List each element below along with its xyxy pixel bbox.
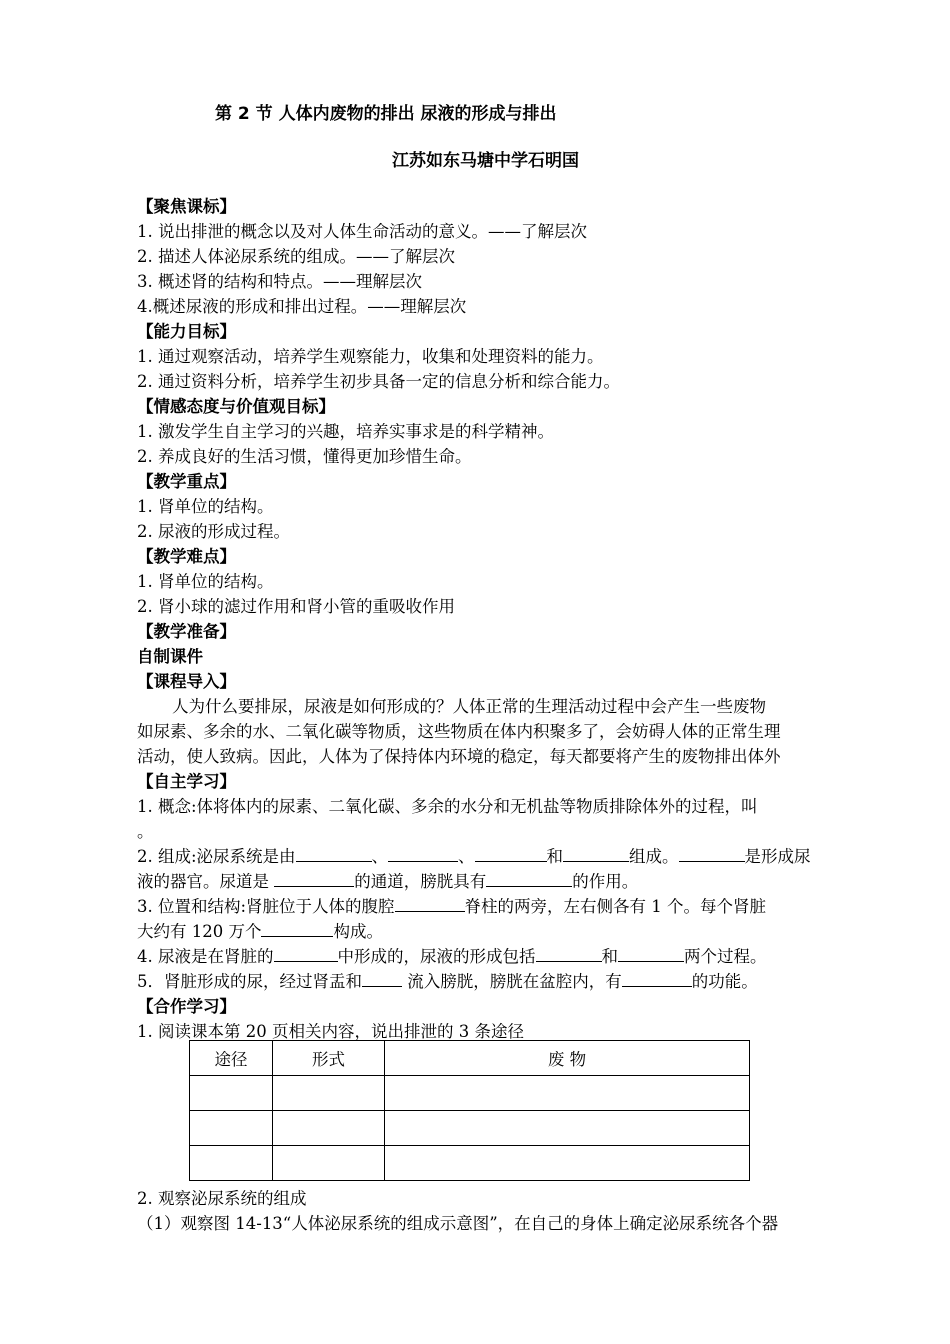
table-cell[interactable] <box>385 1146 750 1181</box>
q4-text-4: 两个过程。 <box>684 947 767 966</box>
emotion-item-2: 2. 养成良好的生活习惯，懂得更加珍惜生命。 <box>137 447 472 466</box>
focus-item-4: 4.概述尿液的形成和排出过程。——理解层次 <box>137 297 467 316</box>
prep-text: 自制课件 <box>137 647 203 666</box>
q2-text-1: 2. 组成:泌尿系统是由 <box>137 847 296 866</box>
answer-blank[interactable] <box>679 844 745 862</box>
answer-blank[interactable] <box>622 969 692 987</box>
q5-text-2: 流入膀胱，膀胱在盆腔内，有 <box>407 972 622 991</box>
q2b-text-2: 的通道，膀胱具有 <box>354 872 487 891</box>
ability-item-2: 2. 通过资料分析，培养学生初步具备一定的信息分析和综合能力。 <box>137 372 620 391</box>
answer-blank[interactable] <box>261 919 333 937</box>
heading-emotion: 【情感态度与价值观目标】 <box>137 397 335 416</box>
self-q1-line2: 。 <box>137 822 154 841</box>
q2-text-5: 组成。 <box>629 847 679 866</box>
emotion-item-1: 1. 激发学生自主学习的兴趣，培养实事求是的科学精神。 <box>137 422 554 441</box>
page-title: 第 2 节 人体内废物的排出 尿液的形成与排出 <box>215 104 557 124</box>
q2-text-6: 是形成尿 <box>744 847 811 866</box>
table-header-cell: 废 物 <box>385 1041 750 1076</box>
answer-blank[interactable] <box>296 844 372 862</box>
answer-blank[interactable] <box>362 969 402 987</box>
table-row <box>190 1076 750 1111</box>
table-row <box>190 1146 750 1181</box>
heading-coop: 【合作学习】 <box>137 997 236 1016</box>
focus-item-2: 2. 描述人体泌尿系统的组成。——了解层次 <box>137 247 455 266</box>
table-header-row <box>190 1041 750 1076</box>
self-q3-line2 <box>137 919 383 944</box>
table-cell[interactable] <box>190 1146 273 1181</box>
answer-blank[interactable] <box>395 894 465 912</box>
heading-intro: 【课程导入】 <box>137 672 236 691</box>
coop-q1: 1. 阅读课本第 20 页相关内容，说出排泄的 3 条途径 <box>137 1022 524 1041</box>
difficulty-item-2: 2. 肾小球的滤过作用和肾小管的重吸收作用 <box>137 597 455 616</box>
q3b-text-2: 构成。 <box>333 922 383 941</box>
self-q1-line1: 1. 概念:体将体内的尿素、二氧化碳、多余的水分和无机盐等物质排除体外的过程，叫 <box>137 797 758 816</box>
intro-line-3: 活动，使人致病。因此，人体为了保持体内环境的稳定，每天都要将产生的废物排出体外 <box>137 747 781 766</box>
ability-item-1: 1. 通过观察活动，培养学生观察能力，收集和处理资料的能力。 <box>137 347 604 366</box>
q2-text-4: 和 <box>546 847 564 866</box>
answer-blank[interactable] <box>274 944 338 962</box>
answer-blank[interactable] <box>536 944 602 962</box>
q3-text-1: 3. 位置和结构:肾脏位于人体的腹腔 <box>137 897 395 916</box>
keypoint-item-1: 1. 肾单位的结构。 <box>137 497 274 516</box>
difficulty-item-1: 1. 肾单位的结构。 <box>137 572 274 591</box>
q2-text-2: 、 <box>371 847 389 866</box>
focus-item-3: 3. 概述肾的结构和特点。——理解层次 <box>137 272 422 291</box>
q5-text-1: 5．肾脏形成的尿，经过肾盂和 <box>137 972 362 991</box>
heading-self: 【自主学习】 <box>137 772 236 791</box>
answer-blank[interactable] <box>475 844 547 862</box>
heading-keypoints: 【教学重点】 <box>137 472 236 491</box>
q5-text-3: 的功能。 <box>691 972 758 991</box>
q4-text-2: 中形成的，尿液的形成包括 <box>337 947 536 966</box>
answer-blank[interactable] <box>274 869 354 887</box>
keypoint-item-2: 2. 尿液的形成过程。 <box>137 522 290 541</box>
table-cell[interactable] <box>273 1076 385 1111</box>
q3-text-2: 脊柱的两旁，左右侧各有 1 个。每个肾脏 <box>464 897 767 916</box>
coop-q2: 2. 观察泌尿系统的组成 <box>137 1189 307 1208</box>
answer-blank[interactable] <box>563 844 629 862</box>
heading-ability: 【能力目标】 <box>137 322 236 341</box>
author-line: 江苏如东马塘中学石明国 <box>392 151 579 171</box>
self-q2-line1 <box>137 844 811 869</box>
self-q3-line1 <box>137 894 766 919</box>
answer-blank[interactable] <box>618 944 684 962</box>
answer-blank[interactable] <box>388 844 458 862</box>
heading-prep: 【教学准备】 <box>137 622 236 641</box>
table-header-cell: 形式 <box>273 1041 385 1076</box>
q4-text-3: 和 <box>601 947 618 966</box>
intro-line-2: 如尿素、多余的水、二氧化碳等物质，这些物质在体内积聚多了，会妨碍人体的正常生理 <box>137 722 781 741</box>
self-q2-line2 <box>137 869 638 894</box>
table-header-cell: 途径 <box>190 1041 273 1076</box>
table-row <box>190 1111 750 1146</box>
q2-text-3: 、 <box>458 847 475 866</box>
table-cell[interactable] <box>273 1111 385 1146</box>
excretion-ways-table <box>189 1040 750 1181</box>
table-cell[interactable] <box>385 1111 750 1146</box>
q2b-text-3: 的作用。 <box>572 872 639 891</box>
heading-focus: 【聚焦课标】 <box>137 197 236 216</box>
self-q4 <box>137 944 767 969</box>
table-cell[interactable] <box>190 1076 273 1111</box>
intro-line-1: 人为什么要排尿，尿液是如何形成的？人体正常的生理活动过程中会产生一些废物 <box>172 697 766 716</box>
table-cell[interactable] <box>190 1111 273 1146</box>
q4-text-1: 4. 尿液是在肾脏的 <box>137 947 274 966</box>
table-cell[interactable] <box>273 1146 385 1181</box>
coop-q2-1: （1）观察图 14-13“人体泌尿系统的组成示意图”，在自己的身体上确定泌尿系统各个器 <box>137 1214 779 1233</box>
self-q5 <box>137 969 758 994</box>
focus-item-1: 1. 说出排泄的概念以及对人体生命活动的意义。——了解层次 <box>137 222 587 241</box>
heading-difficulties: 【教学难点】 <box>137 547 236 566</box>
q3b-text-1: 大约有 120 万个 <box>137 922 262 941</box>
answer-blank[interactable] <box>486 869 572 887</box>
q2b-text-1: 液的器官。尿道是 <box>137 872 269 891</box>
table-cell[interactable] <box>385 1076 750 1111</box>
